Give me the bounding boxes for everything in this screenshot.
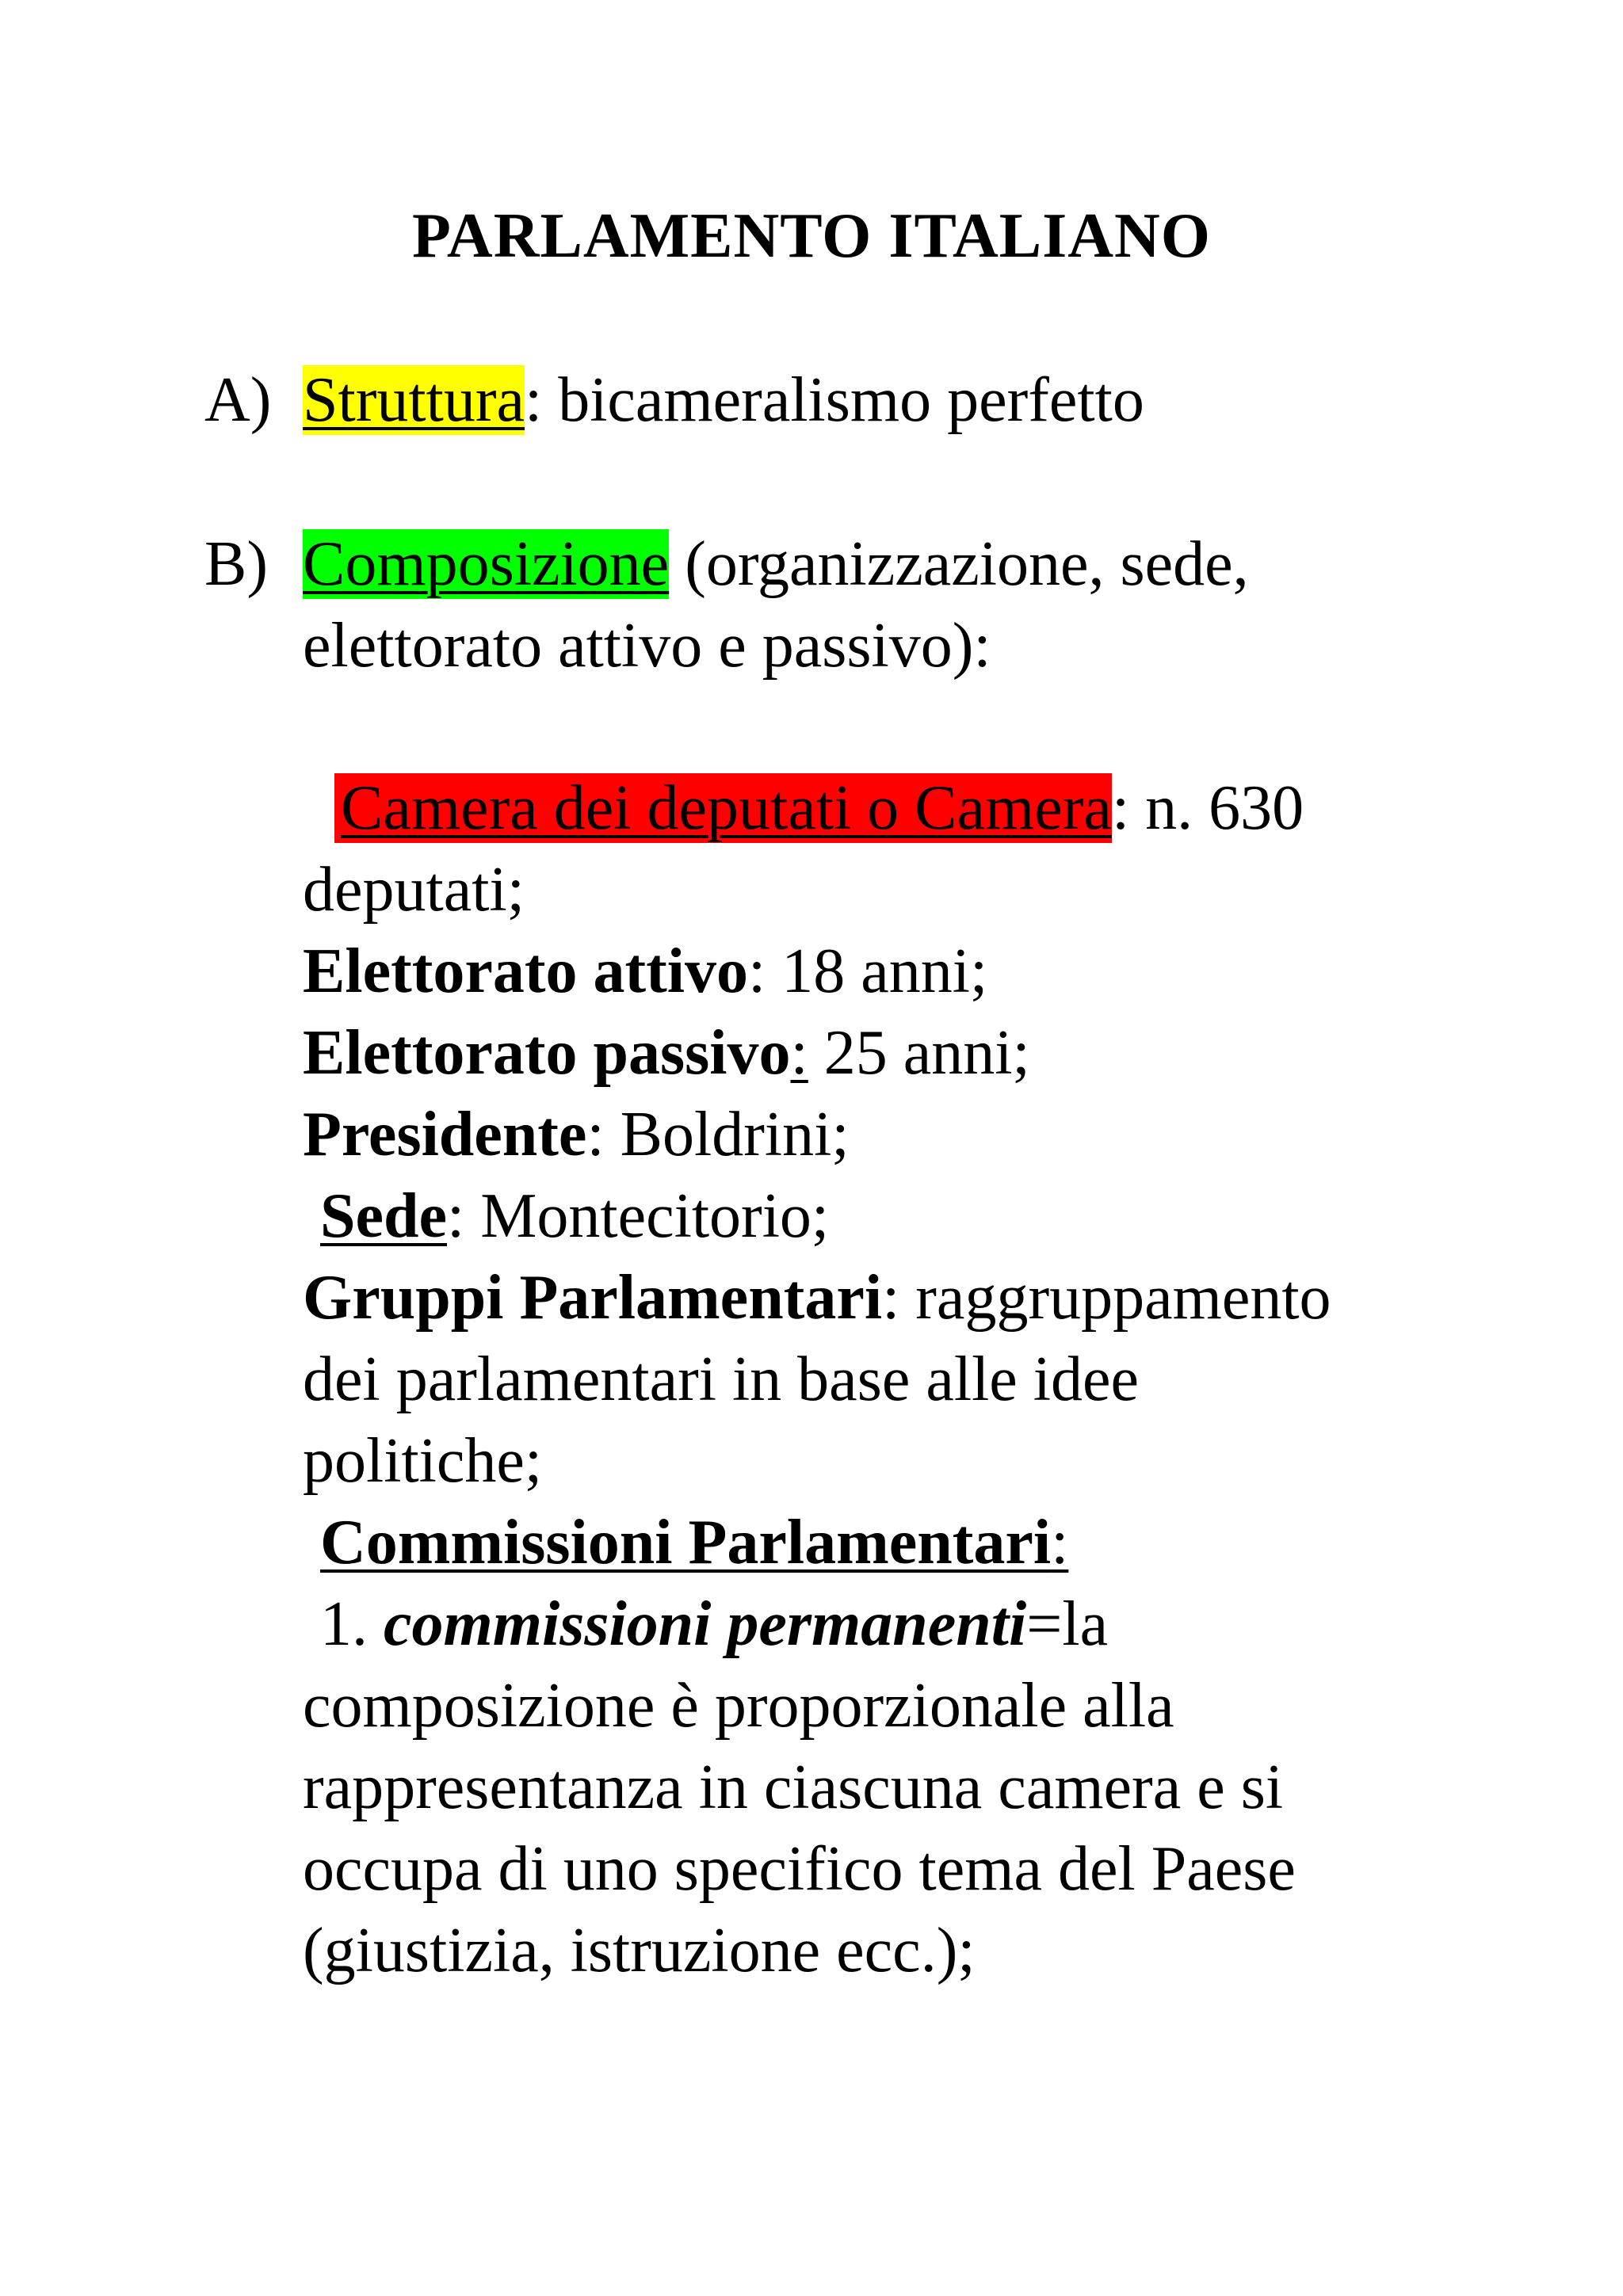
gruppi-line-3: politiche; xyxy=(303,1426,543,1496)
elettorato-passivo-value: 25 anni; xyxy=(808,1018,1030,1088)
gruppi-label: Gruppi Parlamentari xyxy=(303,1263,883,1333)
section-a-marker: A) xyxy=(204,365,272,435)
gruppi-line-2: dei parlamentari in base alle idee xyxy=(303,1344,1140,1414)
commissioni-item-1-line-3: rappresentanza in ciascuna camera e si xyxy=(303,1753,1284,1822)
commissioni-item-1-line-1 xyxy=(320,1585,1108,1664)
section-a-text: : bicameralismo perfetto xyxy=(524,365,1144,435)
presidente-value: : Boldrini; xyxy=(586,1100,850,1169)
commissioni-item-1-line-5: (giustizia, istruzione ecc.); xyxy=(303,1916,976,1985)
camera-heading: Camera dei deputati o Camera xyxy=(334,773,1112,843)
commissioni-item-1-line-4: occupa di uno specifico tema del Paese xyxy=(303,1834,1296,1904)
elettorato-attivo-label: Elettorato attivo xyxy=(303,936,749,1006)
elettorato-passivo-colon: : xyxy=(790,1018,808,1088)
commissioni-item-1-number: 1. xyxy=(320,1589,384,1659)
sede-line xyxy=(320,1177,829,1256)
sede-value: : Montecitorio; xyxy=(447,1181,830,1251)
section-a-line xyxy=(303,360,1144,440)
section-b-text-1: (organizzazione, sede, xyxy=(669,529,1249,599)
section-b-marker: B) xyxy=(204,529,268,599)
elettorato-attivo-line xyxy=(303,932,987,1011)
presidente-line xyxy=(303,1095,850,1174)
section-a-heading: Struttura xyxy=(303,365,525,435)
commissioni-item-1-term: commissioni permanenti xyxy=(384,1589,1027,1659)
commissioni-heading-line xyxy=(320,1503,1068,1582)
elettorato-attivo-value: : 18 anni; xyxy=(748,936,988,1006)
page-title: PARLAMENTO ITALIANO xyxy=(412,201,1211,271)
commissioni-item-1-line-2: composizione è proporzionale alla xyxy=(303,1671,1174,1741)
section-b-line-2: elettorato attivo e passivo): xyxy=(303,611,991,681)
gruppi-value-1: : raggruppamento xyxy=(882,1263,1331,1333)
camera-continuation: deputati; xyxy=(303,855,525,925)
presidente-label: Presidente xyxy=(303,1100,587,1169)
camera-line xyxy=(334,769,1304,848)
sede-label: Sede xyxy=(320,1181,447,1251)
gruppi-line-1 xyxy=(303,1258,1331,1337)
elettorato-passivo-line xyxy=(303,1013,1030,1093)
commissioni-colon: : xyxy=(1051,1508,1069,1577)
section-b-heading: Composizione xyxy=(303,529,670,599)
section-b-line-1 xyxy=(303,524,1249,604)
commissioni-item-1-text-1: =la xyxy=(1026,1589,1109,1659)
camera-heading-suffix: : n. 630 xyxy=(1111,773,1304,843)
elettorato-passivo-label: Elettorato passivo xyxy=(303,1018,791,1088)
commissioni-label: Commissioni Parlamentari xyxy=(320,1508,1052,1577)
